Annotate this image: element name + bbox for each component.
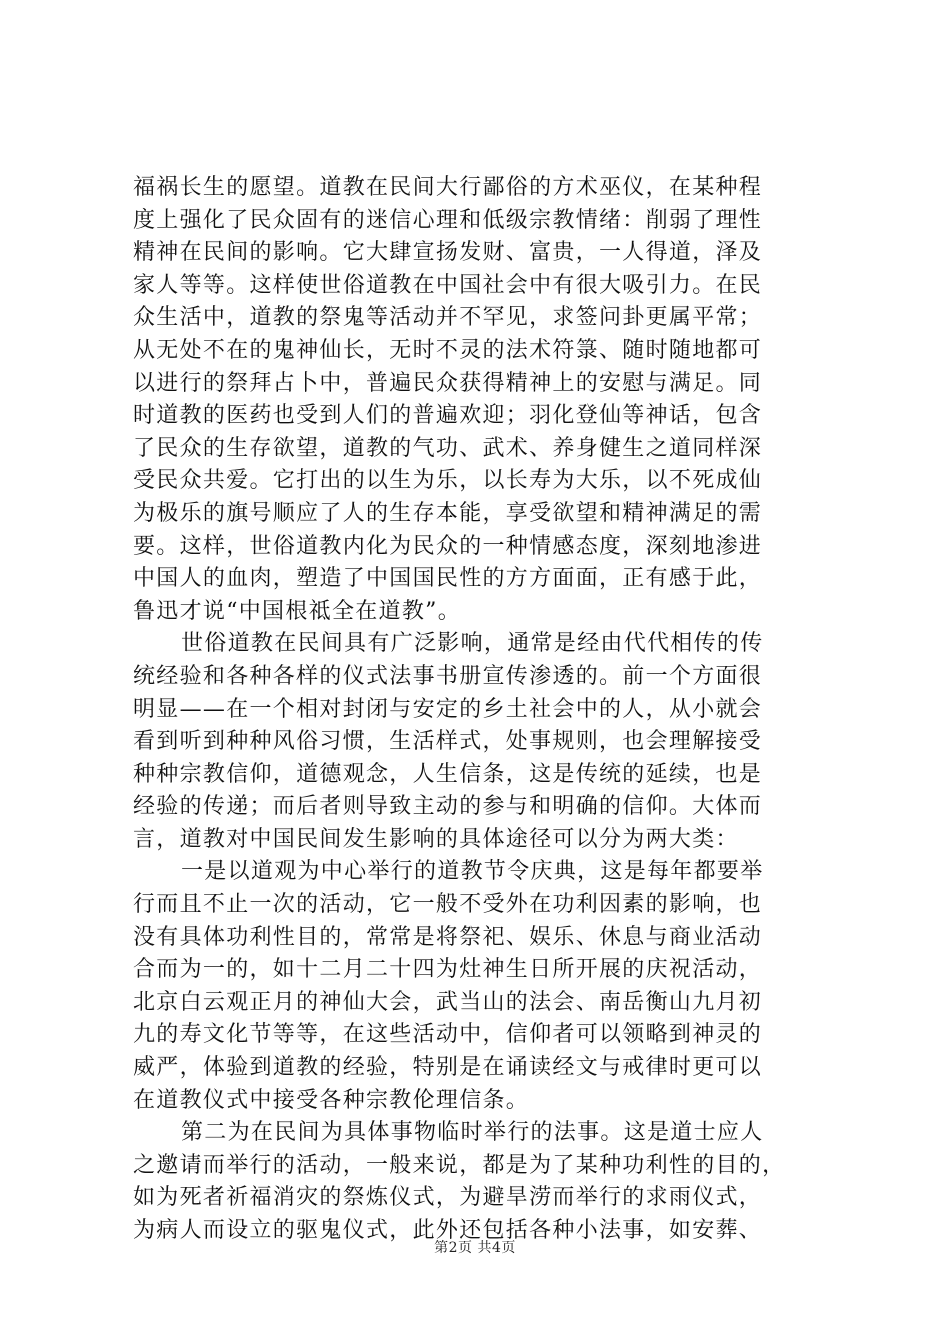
- text-line: 九的寿文化节等等，在这些活动中，信仰者可以领略到神灵的: [133, 1022, 763, 1048]
- text-line: 行而且不止一次的活动，它一般不受外在功利因素的影响，也: [133, 892, 763, 918]
- text-line: 要。这样，世俗道教内化为民众的一种情感态度，深刻地渗进: [133, 533, 763, 559]
- text-line: 看到听到种种风俗习惯，生活样式，处事规则，也会理解接受: [133, 729, 763, 755]
- text-line: 福祸长生的愿望。道教在民间大行鄙俗的方术巫仪，在某种程: [133, 175, 763, 200]
- text-line: 精神在民间的影响。它大肆宣扬发财、富贵，一人得道，泽及: [133, 240, 763, 266]
- text-line: 度上强化了民众固有的迷信心理和低级宗教情绪：削弱了理性: [133, 207, 763, 233]
- text-line: 为极乐的旗号顺应了人的生存本能，享受欲望和精神满足的需: [133, 500, 763, 526]
- text-line: 北京白云观正月的神仙大会，武当山的法会、南岳衡山九月初: [133, 989, 763, 1015]
- text-line: 鲁迅才说“中国根祗全在道教”。: [133, 598, 461, 624]
- text-line: 家人等等。这样使世俗道教在中国社会中有很大吸引力。在民: [133, 272, 763, 298]
- text-line: 时道教的医药也受到人们的普遍欢迎；羽化登仙等神话，包含: [133, 403, 763, 429]
- document-body: [133, 172, 833, 1248]
- page-footer: 第2页 共4页: [434, 1240, 516, 1256]
- text-line: 合而为一的，如十二月二十四为灶神生日所开展的庆祝活动，: [133, 957, 763, 983]
- text-line: 没有具体功利性目的，常常是将祭祀、娱乐、休息与商业活动: [133, 924, 763, 950]
- text-line: 在道教仪式中接受各种宗教伦理信条。: [133, 1087, 530, 1113]
- text-line: 从无处不在的鬼神仙长，无时不灵的法术符箓、随时随地都可: [133, 337, 763, 363]
- text-line: 第二为在民间为具体事物临时举行的法事。这是道士应人: [181, 1120, 764, 1146]
- text-line: 中国人的血肉，塑造了中国国民性的方方面面，正有感于此，: [133, 566, 763, 592]
- text-line: 威严，体验到道教的经验，特别是在诵读经文与戒律时更可以: [133, 1055, 763, 1081]
- text-line: 世俗道教在民间具有广泛影响，通常是经由代代相传的传: [181, 631, 764, 657]
- text-line: 之邀请而举行的活动，一般来说，都是为了某种功利性的目的，: [133, 1152, 786, 1178]
- text-line: 言，道教对中国民间发生影响的具体途径可以分为两大类：: [133, 826, 739, 852]
- text-line: 众生活中，道教的祭鬼等活动并不罕见，求签问卦更属平常；: [133, 305, 763, 331]
- text-line: 明显——在一个相对封闭与安定的乡土社会中的人，从小就会: [133, 696, 763, 722]
- text-line: 为病人而设立的驱鬼仪式，此外还包括各种小法事，如安葬、: [133, 1218, 763, 1243]
- text-line: 以进行的祭拜占卜中，普遍民众获得精神上的安慰与满足。同: [133, 370, 763, 396]
- text-line: 了民众的生存欲望，道教的气功、武术、养身健生之道同样深: [133, 435, 763, 461]
- text-line: 一是以道观为中心举行的道教节令庆典，这是每年都要举: [181, 859, 764, 885]
- text-line: 统经验和各种各样的仪式法事书册宣传渗透的。前一个方面很: [133, 663, 763, 689]
- text-line: 如为死者祈福消灾的祭炼仪式，为避旱涝而举行的求雨仪式，: [133, 1185, 763, 1211]
- text-line: 经验的传递；而后者则导致主动的参与和明确的信仰。大体而: [133, 794, 763, 820]
- text-line: 受民众共爱。它打出的以生为乐，以长寿为大乐，以不死成仙: [133, 468, 763, 494]
- text-line: 种种宗教信仰，道德观念，人生信条，这是传统的延续，也是: [133, 761, 763, 787]
